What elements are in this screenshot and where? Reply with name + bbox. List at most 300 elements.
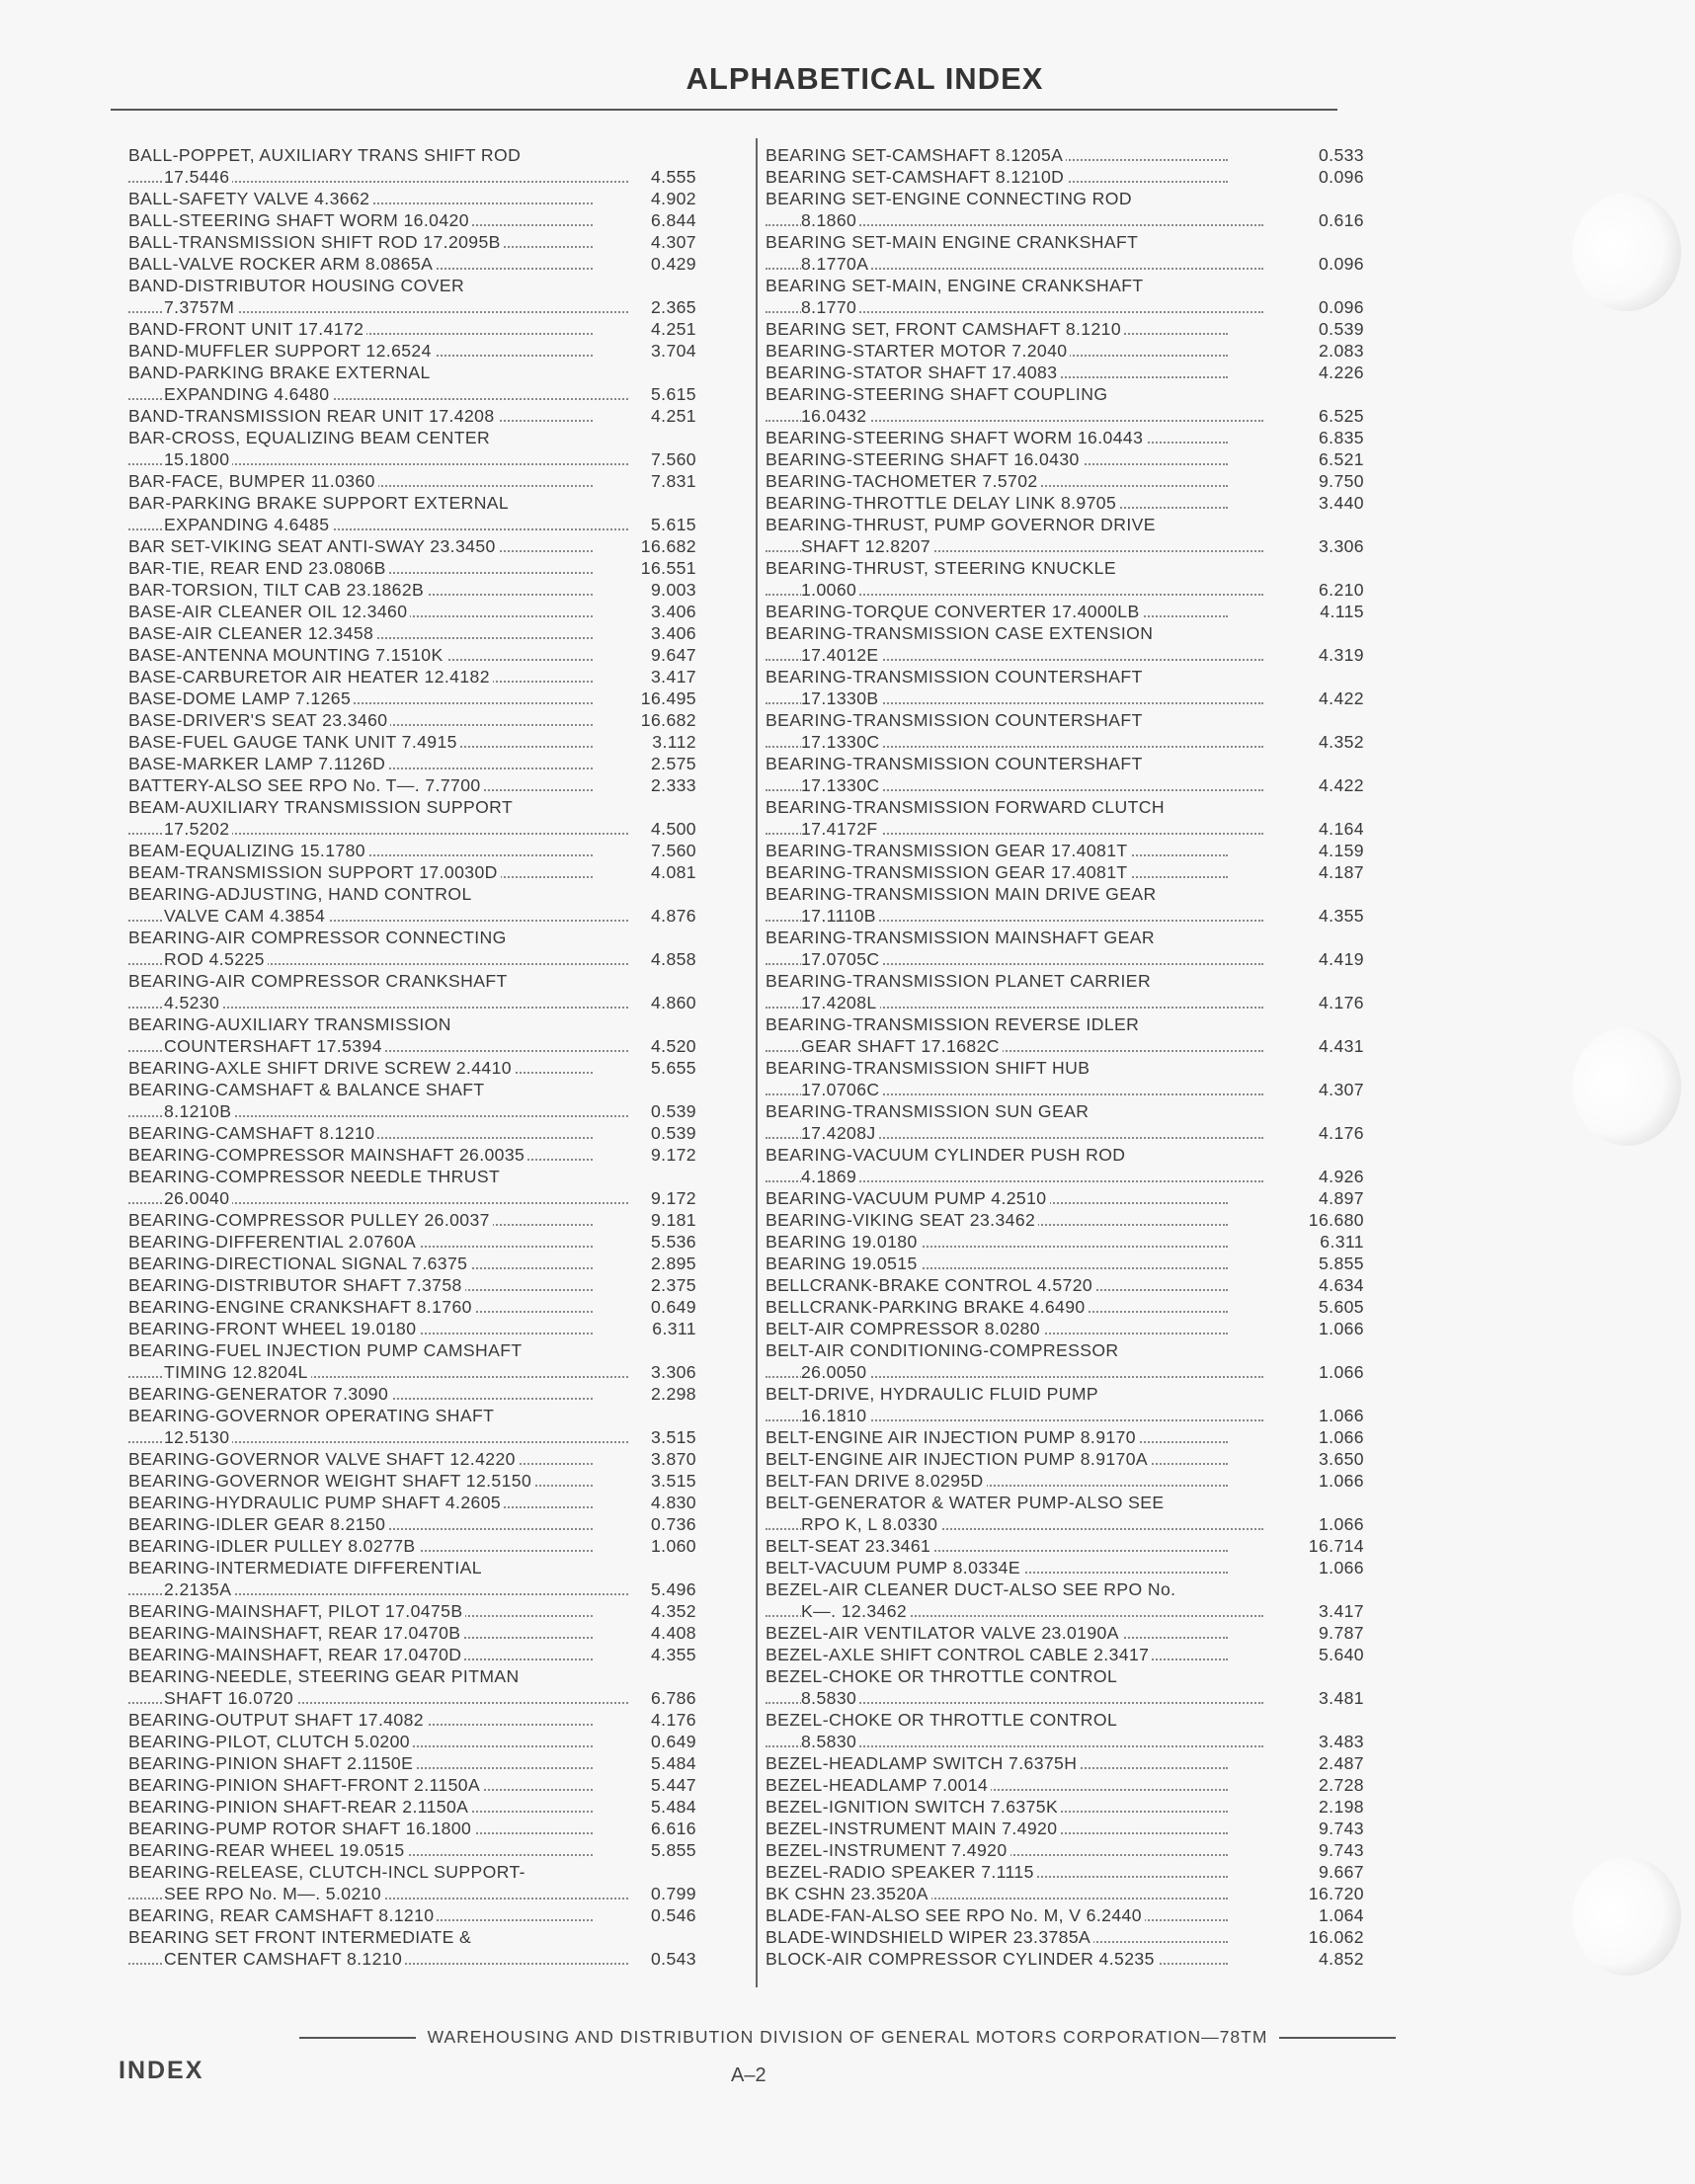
- entry-label-wrap: [128, 992, 638, 1013]
- entry-label: 7.3757M: [164, 297, 237, 317]
- entry-label: BAR-FACE, BUMPER 11.0360: [128, 471, 378, 491]
- entry-label: BAR-TORSION, TILT CAB 23.1862B: [128, 580, 427, 600]
- entry-label-wrap: [766, 1187, 1238, 1209]
- entry-page-ref: 6.311: [652, 1319, 696, 1338]
- entry-label: BEARING-MAINSHAFT, REAR 17.0470D: [128, 1645, 464, 1664]
- entry-label: BEARING-TRANSMISSION COUNTERSHAFT: [766, 710, 1146, 730]
- entry-label: BEARING-DIRECTIONAL SIGNAL 7.6375: [128, 1254, 470, 1273]
- entry-page-ref: 4.164: [1318, 819, 1364, 839]
- entry-label-wrap: [128, 144, 603, 166]
- index-entry: [766, 1904, 1364, 1926]
- entry-label: BEARING-REAR WHEEL 19.0515: [128, 1840, 408, 1860]
- entry-label: 8.5830: [801, 1732, 859, 1751]
- index-entry: [128, 927, 696, 948]
- entry-label: BEARING-GENERATOR 7.3090: [128, 1384, 391, 1404]
- entry-label-wrap: [128, 1709, 603, 1731]
- entry-label: 8.5830: [801, 1688, 859, 1708]
- entry-label-wrap: [766, 1339, 1238, 1361]
- entry-label-wrap: [128, 1274, 603, 1296]
- entry-page-ref: 1.066: [1318, 1319, 1364, 1338]
- entry-label: BEARING-RELEASE, CLUTCH-INCL SUPPORT-: [128, 1862, 528, 1882]
- entry-page-ref: 3.406: [650, 602, 696, 621]
- index-entry: [766, 622, 1364, 644]
- index-entry: [128, 1644, 696, 1665]
- entry-label-wrap: [128, 818, 638, 840]
- entry-label-wrap: [766, 883, 1238, 905]
- index-entry: [766, 1361, 1364, 1383]
- entry-label-wrap: [128, 1557, 603, 1578]
- entry-label: BEARING-CAMSHAFT 8.1210: [128, 1123, 377, 1143]
- index-entry: [128, 1513, 696, 1535]
- entry-label-wrap: [128, 970, 603, 992]
- entry-page-ref: 1.066: [1318, 1558, 1364, 1577]
- footer-credit: [0, 2027, 1695, 2048]
- entry-label: BELT-FAN DRIVE 8.0295D: [766, 1471, 987, 1491]
- entry-page-ref: 4.307: [1318, 1080, 1364, 1099]
- index-entry: [766, 448, 1364, 470]
- entry-label: BEARING-AIR COMPRESSOR CRANKSHAFT: [128, 971, 511, 991]
- index-entry: [128, 622, 696, 644]
- entry-label: BEARING-TACHOMETER 7.5702: [766, 471, 1041, 491]
- index-entry: [766, 970, 1364, 992]
- entry-label-wrap: [766, 405, 1273, 427]
- entry-label-wrap: [766, 927, 1238, 948]
- entry-label-wrap: [128, 774, 603, 796]
- entry-page-ref: 1.066: [1318, 1362, 1364, 1382]
- entry-label: BEARING-GOVERNOR OPERATING SHAFT: [128, 1406, 497, 1425]
- index-entry: [766, 557, 1364, 579]
- index-entry: [766, 231, 1364, 253]
- index-entry: [766, 144, 1364, 166]
- entry-page-ref: 0.429: [650, 254, 696, 274]
- entry-label-wrap: [766, 905, 1273, 927]
- entry-label-wrap: [128, 1383, 603, 1405]
- entry-label-wrap: [766, 688, 1273, 709]
- index-entry: [128, 1904, 696, 1926]
- entry-label-wrap: [128, 1513, 603, 1535]
- entry-label: BEARING-TRANSMISSION MAIN DRIVE GEAR: [766, 884, 1160, 904]
- index-entry: [766, 1057, 1364, 1079]
- entry-label: BEARING-IDLER GEAR 8.2150: [128, 1514, 388, 1534]
- index-entry: [128, 1231, 696, 1253]
- entry-label: 17.1330C: [801, 775, 883, 795]
- index-entry: [128, 427, 696, 448]
- entry-label-wrap: [128, 231, 603, 253]
- footer-dash-left: [299, 2037, 416, 2039]
- index-entry: [766, 905, 1364, 927]
- index-entry: [766, 992, 1364, 1013]
- entry-page-ref: 0.539: [650, 1101, 696, 1121]
- entry-label-wrap: [766, 1687, 1273, 1709]
- index-entry: [128, 296, 696, 318]
- entry-page-ref: 6.525: [1318, 406, 1364, 426]
- entry-page-ref: 0.616: [1318, 210, 1364, 230]
- entry-page-ref: 4.115: [1320, 602, 1364, 621]
- entry-label-wrap: [766, 774, 1273, 796]
- entry-page-ref: 5.484: [650, 1753, 696, 1773]
- index-entry: [128, 992, 696, 1013]
- index-entry: [766, 1665, 1364, 1687]
- entry-label-wrap: [128, 362, 603, 383]
- entry-label: BALL-STEERING SHAFT WORM 16.0420: [128, 210, 472, 230]
- index-entry: [766, 753, 1364, 774]
- entry-page-ref: 4.830: [650, 1493, 696, 1512]
- entry-label: BASE-MARKER LAMP 7.1126D: [128, 754, 388, 773]
- entry-label-wrap: [128, 688, 603, 709]
- entry-page-ref: 4.419: [1318, 949, 1364, 969]
- entry-label: BELT-SEAT 23.3461: [766, 1536, 933, 1556]
- index-entry: [128, 340, 696, 362]
- entry-page-ref: 3.515: [650, 1471, 696, 1491]
- entry-label: BEARING-TRANSMISSION FORWARD CLUTCH: [766, 797, 1168, 817]
- entry-label: BEARING-TORQUE CONVERTER 17.4000LB: [766, 602, 1143, 621]
- title-rule: [111, 109, 1337, 111]
- entry-label: 2.2135A: [164, 1579, 234, 1599]
- entry-label: BAR SET-VIKING SEAT ANTI-SWAY 23.3450: [128, 536, 499, 556]
- index-entry: [766, 601, 1364, 622]
- entry-page-ref: 0.649: [650, 1297, 696, 1317]
- entry-page-ref: 6.844: [650, 210, 696, 230]
- entry-label-wrap: [766, 644, 1273, 666]
- entry-page-ref: 7.560: [650, 449, 696, 469]
- entry-label: BEARING-GOVERNOR WEIGHT SHAFT 12.5150: [128, 1471, 534, 1491]
- entry-label: BEARING-STATOR SHAFT 17.4083: [766, 363, 1060, 382]
- entry-label: BELLCRANK-PARKING BRAKE 4.6490: [766, 1297, 1089, 1317]
- entry-label-wrap: [766, 1253, 1238, 1274]
- index-entry: [766, 1339, 1364, 1361]
- entry-label: BEARING-TRANSMISSION MAINSHAFT GEAR: [766, 928, 1158, 947]
- entry-page-ref: 5.447: [650, 1775, 696, 1795]
- entry-label: 16.0432: [801, 406, 869, 426]
- index-column-right: [766, 144, 1364, 1970]
- entry-label: 17.4172F: [801, 819, 881, 839]
- entry-page-ref: 4.176: [650, 1710, 696, 1730]
- index-entry: [128, 1035, 696, 1057]
- entry-label: BEARING-FUEL INJECTION PUMP CAMSHAFT: [128, 1340, 525, 1360]
- entry-label: BEARING-ENGINE CRANKSHAFT 8.1760: [128, 1297, 475, 1317]
- entry-label-wrap: [766, 1665, 1238, 1687]
- entry-page-ref: 4.860: [650, 993, 696, 1012]
- index-entry: [128, 209, 696, 231]
- entry-label: 12.5130: [164, 1427, 232, 1447]
- index-entry: [766, 1926, 1364, 1948]
- entry-label-wrap: [766, 1948, 1238, 1970]
- entry-label-wrap: [766, 1731, 1273, 1752]
- index-entry: [128, 970, 696, 992]
- entry-label: BEARING-AIR COMPRESSOR CONNECTING: [128, 928, 510, 947]
- entry-label: BAND-FRONT UNIT 17.4172: [128, 319, 366, 339]
- entry-label-wrap: [128, 1296, 603, 1318]
- entry-label-wrap: [128, 166, 638, 188]
- entry-label-wrap: [128, 1644, 603, 1665]
- entry-label-wrap: [766, 535, 1273, 557]
- index-entry: [128, 1361, 696, 1383]
- entry-label: BASE-FUEL GAUGE TANK UNIT 7.4915: [128, 732, 460, 752]
- entry-label-wrap: [766, 1122, 1273, 1144]
- index-entry: [766, 1644, 1364, 1665]
- entry-label: BEARING-GOVERNOR VALVE SHAFT 12.4220: [128, 1449, 519, 1469]
- entry-label-wrap: [766, 1513, 1273, 1535]
- entry-label-wrap: [128, 253, 603, 275]
- entry-label-wrap: [766, 1535, 1238, 1557]
- entry-label-wrap: [766, 1057, 1238, 1079]
- entry-label: BATTERY-ALSO SEE RPO No. T—. 7.7700: [128, 775, 484, 795]
- index-entry: [128, 1470, 696, 1492]
- entry-page-ref: 1.066: [1318, 1471, 1364, 1491]
- index-entry: [766, 318, 1364, 340]
- entry-page-ref: 5.484: [650, 1797, 696, 1817]
- index-entry: [766, 1883, 1364, 1904]
- entry-label-wrap: [128, 1839, 603, 1861]
- entry-label-wrap: [766, 709, 1238, 731]
- entry-page-ref: 4.422: [1318, 688, 1364, 708]
- entry-page-ref: 3.650: [1318, 1449, 1364, 1469]
- index-entry: [766, 1231, 1364, 1253]
- entry-label-wrap: [766, 579, 1273, 601]
- index-entry: [128, 1622, 696, 1644]
- entry-page-ref: 0.736: [650, 1514, 696, 1534]
- punch-hole: [1573, 193, 1681, 311]
- index-entry: [766, 1535, 1364, 1557]
- entry-page-ref: 2.895: [650, 1254, 696, 1273]
- entry-label: BEARING-PUMP ROTOR SHAFT 16.1800: [128, 1819, 474, 1838]
- index-entry: [128, 731, 696, 753]
- index-entry: [766, 1861, 1364, 1883]
- entry-label-wrap: [766, 1448, 1238, 1470]
- entry-page-ref: 0.539: [1318, 319, 1364, 339]
- index-entry: [766, 492, 1364, 514]
- entry-page-ref: 4.408: [650, 1623, 696, 1643]
- entry-page-ref: 0.096: [1318, 167, 1364, 187]
- entry-page-ref: 4.352: [1318, 732, 1364, 752]
- index-entry: [766, 1839, 1364, 1861]
- entry-label-wrap: [766, 622, 1238, 644]
- entry-page-ref: 9.667: [1318, 1862, 1364, 1882]
- entry-page-ref: 1.066: [1318, 1514, 1364, 1534]
- entry-label-wrap: [766, 1796, 1238, 1818]
- entry-label: BEZEL-IGNITION SWITCH 7.6375K: [766, 1797, 1061, 1817]
- entry-page-ref: 2.198: [1318, 1797, 1364, 1817]
- index-entry: [128, 1948, 696, 1970]
- entry-label: 17.5446: [164, 167, 232, 187]
- index-entry: [766, 883, 1364, 905]
- entry-page-ref: 4.500: [650, 819, 696, 839]
- entry-label: BEZEL-CHOKE OR THROTTLE CONTROL: [766, 1710, 1120, 1730]
- index-entry: [766, 296, 1364, 318]
- entry-label-wrap: [128, 1100, 638, 1122]
- entry-page-ref: 1.064: [1318, 1905, 1364, 1925]
- index-entry: [766, 579, 1364, 601]
- entry-page-ref: 0.649: [650, 1732, 696, 1751]
- index-entry: [128, 1774, 696, 1796]
- entry-page-ref: 6.521: [1318, 449, 1364, 469]
- entry-label: BELT-AIR COMPRESSOR 8.0280: [766, 1319, 1043, 1338]
- index-entry: [128, 492, 696, 514]
- index-entry: [766, 275, 1364, 296]
- entry-label-wrap: [128, 448, 638, 470]
- entry-label-wrap: [128, 753, 603, 774]
- index-entry: [128, 383, 696, 405]
- entry-label: BEARING-STEERING SHAFT 16.0430: [766, 449, 1083, 469]
- entry-label: BEARING-THRUST, PUMP GOVERNOR DRIVE: [766, 515, 1159, 534]
- entry-label-wrap: [128, 492, 603, 514]
- entry-label-wrap: [128, 318, 603, 340]
- entry-label: BEAM-TRANSMISSION SUPPORT 17.0030D: [128, 862, 501, 882]
- index-entry: [128, 1339, 696, 1361]
- entry-label: 16.1810: [801, 1406, 869, 1425]
- index-entry: [128, 1731, 696, 1752]
- entry-page-ref: 9.003: [650, 580, 696, 600]
- index-entry: [766, 840, 1364, 861]
- entry-label: SHAFT 12.8207: [801, 536, 933, 556]
- entry-page-ref: 0.799: [650, 1884, 696, 1903]
- entry-label: BELLCRANK-BRAKE CONTROL 4.5720: [766, 1275, 1095, 1295]
- index-entry: [128, 1426, 696, 1448]
- index-entry: [128, 1883, 696, 1904]
- index-entry: [128, 448, 696, 470]
- entry-label-wrap: [128, 861, 603, 883]
- index-entry: [766, 861, 1364, 883]
- index-entry: [128, 1405, 696, 1426]
- index-entry: [766, 1274, 1364, 1296]
- entry-label: BEARING-TRANSMISSION COUNTERSHAFT: [766, 754, 1146, 773]
- entry-page-ref: 3.481: [1318, 1688, 1364, 1708]
- entry-label: BASE-CARBURETOR AIR HEATER 12.4182: [128, 667, 493, 687]
- entry-page-ref: 4.355: [1318, 906, 1364, 926]
- index-entry: [766, 427, 1364, 448]
- entry-label-wrap: [128, 601, 603, 622]
- entry-label: BAND-MUFFLER SUPPORT 12.6524: [128, 341, 435, 361]
- entry-page-ref: 9.172: [650, 1188, 696, 1208]
- index-entry: [766, 709, 1364, 731]
- entry-page-ref: 2.083: [1318, 341, 1364, 361]
- entry-label: BEARING-PINION SHAFT-FRONT 2.1150A: [128, 1775, 483, 1795]
- entry-label: 17.4012E: [801, 645, 882, 665]
- entry-page-ref: 4.355: [650, 1645, 696, 1664]
- index-entry: [766, 1166, 1364, 1187]
- index-entry: [766, 818, 1364, 840]
- entry-label-wrap: [128, 1600, 603, 1622]
- entry-page-ref: 4.422: [1318, 775, 1364, 795]
- entry-page-ref: 4.352: [650, 1601, 696, 1621]
- entry-label-wrap: [128, 1818, 603, 1839]
- index-entry: [128, 514, 696, 535]
- entry-page-ref: 5.605: [1318, 1297, 1364, 1317]
- entry-label: BEARING-TRANSMISSION GEAR 17.4081T: [766, 862, 1131, 882]
- entry-page-ref: 4.555: [650, 167, 696, 187]
- entry-label: BASE-AIR CLEANER OIL 12.3460: [128, 602, 410, 621]
- entry-label-wrap: [128, 275, 603, 296]
- entry-label-wrap: [766, 1100, 1238, 1122]
- entry-label-wrap: [766, 166, 1238, 188]
- entry-label-wrap: [128, 1405, 603, 1426]
- entry-page-ref: 16.682: [640, 710, 696, 730]
- entry-label: 17.5202: [164, 819, 232, 839]
- entry-label-wrap: [766, 427, 1238, 448]
- entry-label-wrap: [128, 1883, 638, 1904]
- entry-label-wrap: [128, 1578, 638, 1600]
- index-entry: [128, 1448, 696, 1470]
- index-entry: [128, 796, 696, 818]
- entry-label-wrap: [128, 1687, 638, 1709]
- entry-label-wrap: [766, 753, 1238, 774]
- entry-label-wrap: [128, 209, 603, 231]
- index-entry: [128, 840, 696, 861]
- entry-label: BEARING-AUXILIARY TRANSMISSION: [128, 1014, 454, 1034]
- entry-label: BEARING-NEEDLE, STEERING GEAR PITMAN: [128, 1666, 523, 1686]
- entry-label-wrap: [128, 927, 603, 948]
- entry-label-wrap: [766, 840, 1238, 861]
- index-entry: [766, 1035, 1364, 1057]
- entry-label-wrap: [128, 1731, 603, 1752]
- index-entry: [766, 1492, 1364, 1513]
- entry-label: BEARING SET-MAIN, ENGINE CRANKSHAFT: [766, 276, 1147, 295]
- entry-label: BEARING-IDLER PULLEY 8.0277B: [128, 1536, 419, 1556]
- entry-label-wrap: [766, 1144, 1238, 1166]
- entry-page-ref: 4.187: [1318, 862, 1364, 882]
- entry-label-wrap: [128, 1861, 603, 1883]
- entry-page-ref: 16.680: [1308, 1210, 1364, 1230]
- page-number: A–2: [731, 2064, 767, 2086]
- entry-page-ref: 16.720: [1308, 1884, 1364, 1903]
- entry-page-ref: 3.306: [1318, 536, 1364, 556]
- entry-label: 17.0705C: [801, 949, 883, 969]
- entry-label: BEARING-FRONT WHEEL 19.0180: [128, 1319, 419, 1338]
- entry-page-ref: 4.081: [650, 862, 696, 882]
- index-entry: [766, 1774, 1364, 1796]
- entry-label-wrap: [766, 1209, 1238, 1231]
- entry-label: 26.0040: [164, 1188, 232, 1208]
- entry-label: 17.4208L: [801, 993, 880, 1012]
- entry-label-wrap: [766, 318, 1238, 340]
- entry-label-wrap: [128, 948, 638, 970]
- entry-page-ref: 9.181: [650, 1210, 696, 1230]
- entry-label: BEARING 19.0515: [766, 1254, 921, 1273]
- entry-label-wrap: [766, 1470, 1238, 1492]
- entry-page-ref: 3.406: [650, 623, 696, 643]
- entry-label: BEZEL-INSTRUMENT 7.4920: [766, 1840, 1010, 1860]
- entry-label: RPO K, L 8.0330: [801, 1514, 940, 1534]
- entry-label-wrap: [128, 1253, 603, 1274]
- entry-label-wrap: [128, 405, 603, 427]
- entry-label-wrap: [766, 1035, 1273, 1057]
- index-entry: [128, 1709, 696, 1731]
- entry-label: 17.1330C: [801, 732, 883, 752]
- entry-page-ref: 6.616: [650, 1819, 696, 1838]
- index-entry: [128, 1861, 696, 1883]
- entry-label-wrap: [128, 644, 603, 666]
- entry-page-ref: 4.176: [1318, 993, 1364, 1012]
- entry-page-ref: 4.926: [1318, 1167, 1364, 1186]
- index-entry: [128, 1557, 696, 1578]
- entry-label: BAND-DISTRIBUTOR HOUSING COVER: [128, 276, 467, 295]
- entry-label: 26.0050: [801, 1362, 869, 1382]
- entry-page-ref: 16.495: [640, 688, 696, 708]
- entry-label-wrap: [128, 1057, 603, 1079]
- index-entry: [128, 470, 696, 492]
- entry-label: VALVE CAM 4.3854: [164, 906, 328, 926]
- entry-page-ref: 5.615: [650, 384, 696, 404]
- index-entry: [128, 709, 696, 731]
- entry-label-wrap: [128, 1122, 603, 1144]
- entry-label-wrap: [128, 514, 638, 535]
- entry-label: SEE RPO No. M—. 5.0210: [164, 1884, 384, 1903]
- index-entry: [128, 1600, 696, 1622]
- entry-label: BEZEL-AXLE SHIFT CONTROL CABLE 2.3417: [766, 1645, 1152, 1664]
- entry-label-wrap: [766, 1231, 1238, 1253]
- index-entry: [128, 405, 696, 427]
- entry-page-ref: 5.496: [650, 1579, 696, 1599]
